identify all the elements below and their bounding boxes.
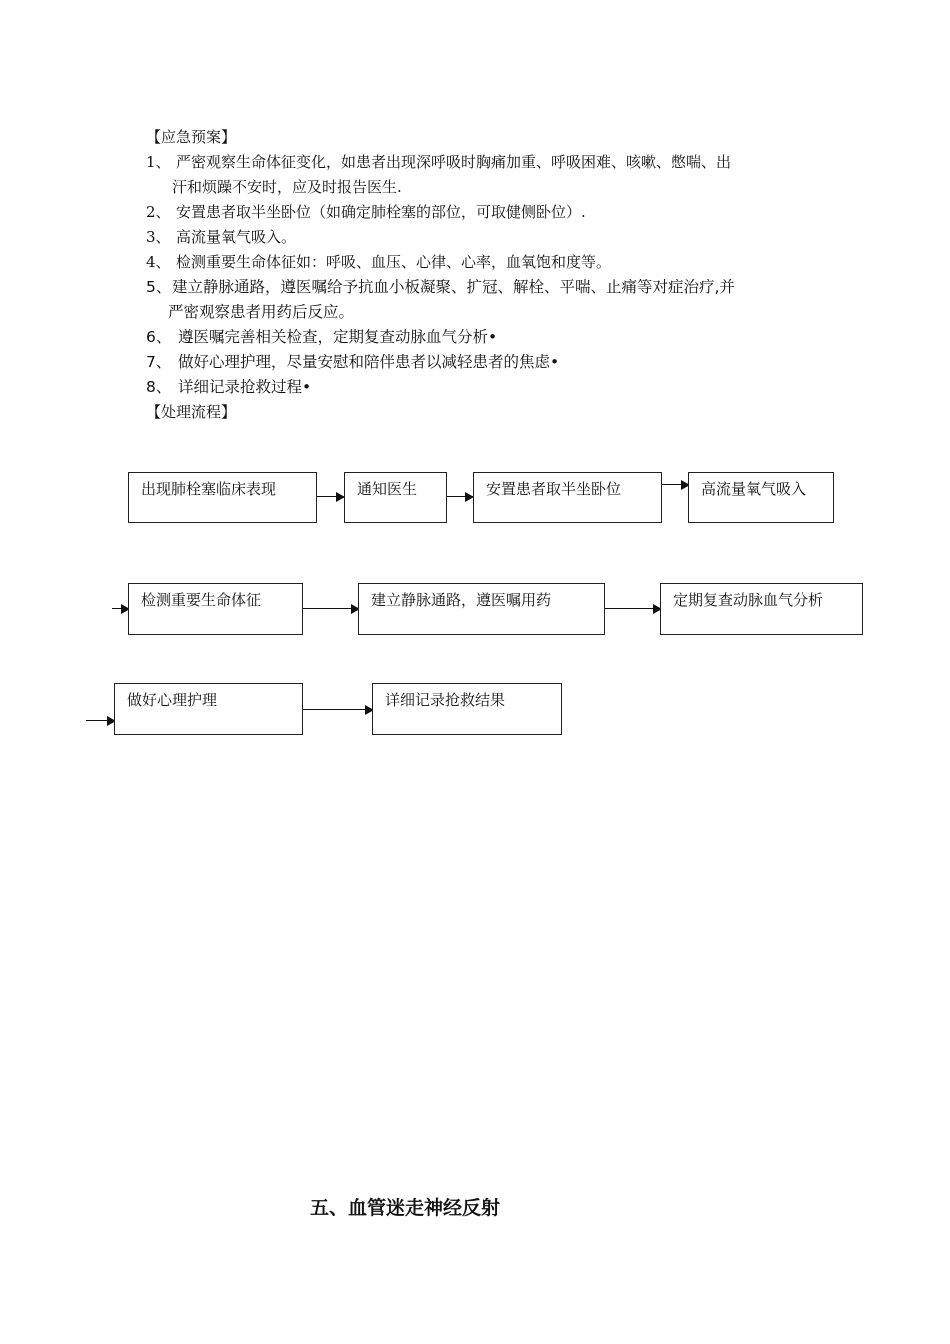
- flow-step-4: 高流量氧气吸入: [688, 472, 834, 523]
- plan-item-6: [146, 327, 497, 347]
- process-flow-heading: 【处理流程】: [146, 403, 237, 421]
- plan-item-5-continued: 严密观察患者用药后反应。: [168, 303, 355, 321]
- item-number: 3、: [146, 228, 171, 246]
- flow-arrow: [662, 484, 689, 485]
- flow-step-5: 检测重要生命体征: [128, 583, 303, 635]
- flow-arrow: [303, 709, 373, 710]
- flow-arrow: [605, 608, 661, 609]
- item-text: 检测重要生命体征如：呼吸、血压、心律、心率，血氧饱和度等。: [176, 253, 612, 271]
- plan-item-4: [146, 252, 611, 272]
- item-text: 严密观察生命体征变化，如患者出现深呼吸时胸痛加重、呼吸困难、咳嗽、憋喘、出: [176, 153, 732, 171]
- item-text: 遵医嘱完善相关检查，定期复查动脉血气分析•: [178, 328, 498, 346]
- item-text: 高流量氧气吸入。: [176, 228, 297, 246]
- flow-arrow: [86, 720, 115, 721]
- plan-item-1-continued: 汗和烦躁不安时，应及时报告医生.: [172, 178, 402, 196]
- emergency-plan-heading: 【应急预案】: [146, 128, 237, 146]
- flow-arrow: [317, 496, 344, 497]
- flow-step-6: 建立静脉通路，遵医嘱用药: [358, 583, 605, 635]
- plan-item-8: [146, 377, 311, 397]
- item-number: 5、: [146, 278, 172, 296]
- item-text: 做好心理护理，尽量安慰和陪伴患者以减轻患者的焦虑•: [178, 353, 560, 371]
- section-title: 五、血管迷走神经反射: [310, 1197, 501, 1219]
- flow-step-7: 定期复查动脉血气分析: [660, 583, 863, 635]
- plan-item-1: [146, 152, 731, 172]
- flow-arrow: [447, 496, 473, 497]
- plan-item-7: [146, 352, 559, 372]
- item-number: 4、: [146, 253, 171, 271]
- plan-item-5: [146, 277, 735, 297]
- flow-step-3: 安置患者取半坐卧位: [473, 472, 662, 523]
- plan-item-3: [146, 227, 296, 247]
- plan-item-2: [146, 202, 586, 222]
- item-text: 建立静脉通路，遵医嘱给予抗血小板凝聚、扩冠、解栓、平喘、止痛等对症治疗,并: [172, 278, 735, 296]
- item-text: 安置患者取半坐卧位（如确定肺栓塞的部位，可取健侧卧位）.: [176, 203, 586, 221]
- item-number: 8、: [146, 378, 172, 396]
- item-number: 2、: [146, 203, 171, 221]
- flow-step-9: 详细记录抢救结果: [372, 683, 562, 735]
- item-number: 6、: [146, 328, 172, 346]
- item-number: 1、: [146, 153, 171, 171]
- flow-step-1: 出现肺栓塞临床表现: [128, 472, 317, 523]
- flow-step-2: 通知医生: [344, 472, 447, 523]
- flow-arrow: [303, 608, 359, 609]
- flow-step-8: 做好心理护理: [114, 683, 303, 735]
- item-text: 详细记录抢救过程•: [178, 378, 312, 396]
- item-number: 7、: [146, 353, 172, 371]
- flow-arrow: [112, 608, 129, 609]
